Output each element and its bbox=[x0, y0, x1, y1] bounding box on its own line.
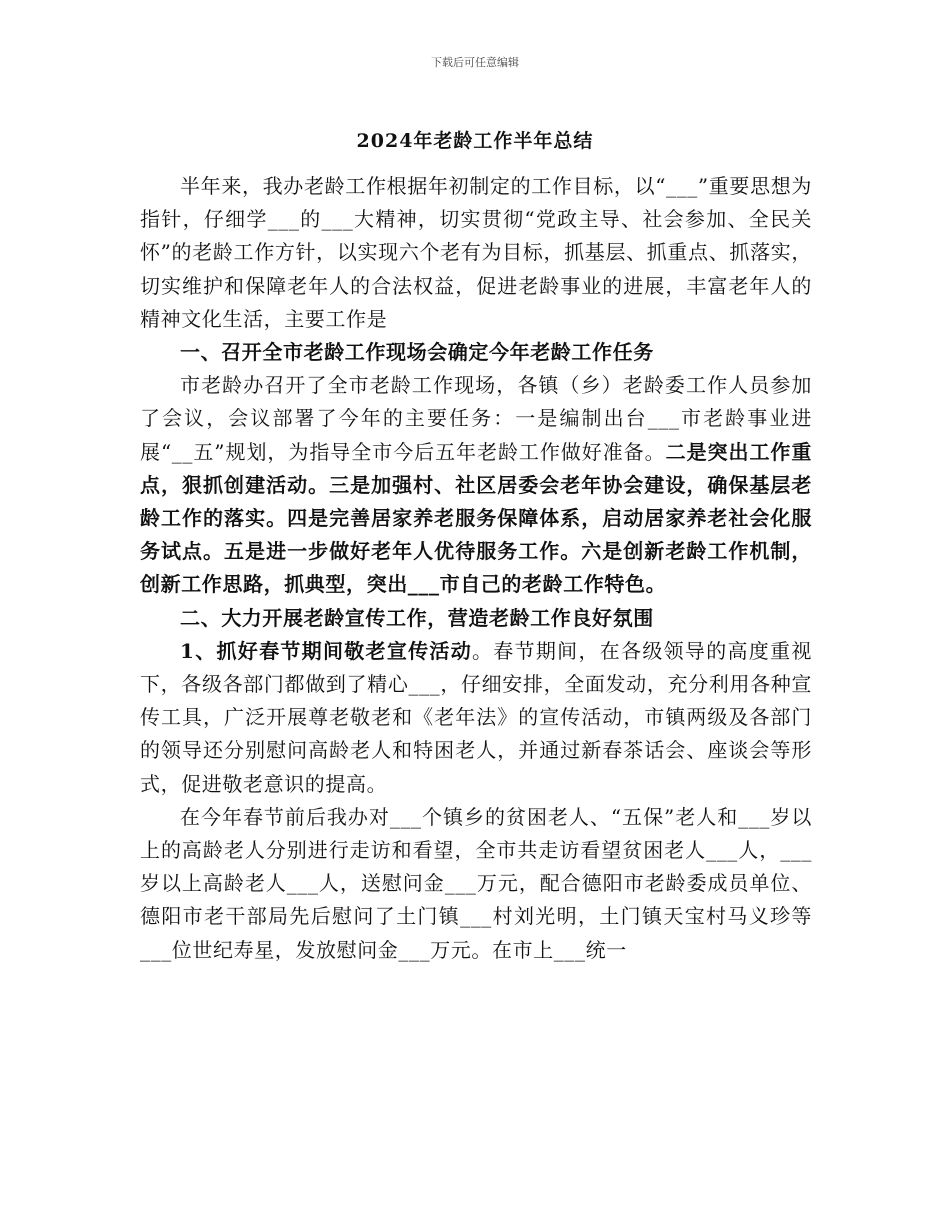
section-2-text: 。春节期间，在各级领导的高度重视下，各级各部门都做到了精心___，仔细安排，全面发动，充分利用各种宣传工具，广泛开展尊老敬老和《老年法》的宣传活动，市镇两级及各部门的领导还分别慰问高龄老人和特困老人，并通过新春茶话会、座谈会等形式，促进敬老意识的提高。 bbox=[140, 638, 812, 796]
intro-paragraph: 半年来，我办老龄工作根据年初制定的工作目标，以“___”重要思想为指针，仔细学___的___大精神，切实贯彻“党政主导、社会参加、全民关怀”的老龄工作方针，以实现六个老有为目标，抓基层、抓重点、抓落实，切实维护和保障老年人的合法权益，促进老龄事业的进展，丰富老年人的精神文化生活，主要工作是 bbox=[140, 174, 812, 331]
header-note: 下载后可任意编辑 bbox=[431, 56, 519, 69]
section-heading-1: 一、召开全市老龄工作现场会确定今年老龄工作任务 bbox=[180, 340, 654, 365]
section-2-subheading: 1、抓好春节期间敬老宣传活动 bbox=[180, 638, 473, 663]
section-2-paragraph-2: 在今年春节前后我办对___个镇乡的贫困老人、“五保”老人和___岁以上的高龄老人分别进行走访和看望，全市共走访看望贫困老人___人，___岁以上高龄老人___人，送慰问金___万元，配合德阳市老龄委成员单位、德阳市老干部局先后慰问了土门镇___村刘光明，土门镇天宝村马义珍等___位世纪寿星，发放慰问金___万元。在市上___统一 bbox=[140, 804, 812, 962]
section-1-text: 市老龄办召开了全市老龄工作现场，各镇（乡）老龄委工作人员参加了会议，会议部署了今年的主要任务：一是编制出台___市老龄事业进展“__五”规划，为指导全市今后五年老龄工作做好准备。 bbox=[140, 373, 812, 464]
document-title: 2024年老龄工作半年总结 bbox=[356, 130, 594, 152]
document-body bbox=[140, 170, 812, 967]
section-1-bold-text: 二是突出工作重点，狠抓创建活动。三是加强村、社区居委会老年协会建设，确保基层老龄工作的落实。四是完善居家养老服务保障体系，启动居家养老社会化服务试点。五是进一步做好老年人优待服务工作。六是创新老龄工作机制，创新工作思路，抓典型，突出___市自己的老龄工作特色。 bbox=[140, 439, 812, 597]
section-1-paragraph bbox=[140, 369, 812, 601]
section-2-paragraph bbox=[140, 635, 812, 801]
section-heading-2: 二、大力开展老龄宣传工作，营造老龄工作良好氛围 bbox=[180, 605, 654, 630]
